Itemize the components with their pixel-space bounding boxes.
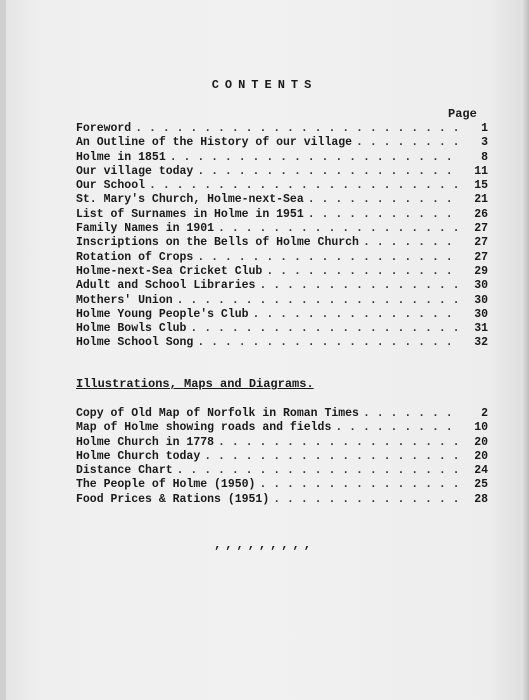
toc-entry: [76, 193, 488, 207]
entry-title: St. Mary's Church, Holme-next-Sea: [76, 193, 304, 207]
entry-page-number: 11: [474, 164, 488, 178]
entry-page-number: 15: [474, 179, 488, 193]
entry-page-number: 20: [474, 449, 488, 463]
entry-page-number: 3: [481, 136, 488, 150]
entry-title: Our village today: [76, 164, 194, 178]
entry-title: Our School: [76, 179, 146, 193]
dot-leader: [170, 151, 460, 165]
entry-page-number: 30: [474, 279, 488, 293]
entry-page-number: 30: [474, 293, 488, 307]
entry-title: Holme Church today: [76, 449, 201, 463]
dot-leader: [335, 421, 460, 435]
entry-page-number: 26: [474, 207, 488, 221]
entry-page-number: 1: [481, 122, 488, 135]
dot-leader: [177, 294, 460, 308]
toc-entry: [76, 436, 488, 450]
dot-leader: [308, 193, 460, 207]
entry-title: The People of Holme (1950): [76, 478, 256, 492]
dot-leader: [308, 208, 460, 222]
dot-leader: [253, 308, 460, 322]
toc-entry: [76, 336, 488, 350]
toc-entry: [76, 265, 488, 279]
entry-page-number: 27: [474, 250, 488, 264]
entry-page-number: 8: [481, 150, 488, 164]
toc-entry: [76, 322, 488, 336]
entry-title: Foreword: [76, 122, 132, 135]
page-title: CONTENTS: [211, 78, 318, 92]
toc-entry: [76, 251, 488, 265]
dot-leader: [204, 450, 460, 464]
entry-title: Holme in 1851: [76, 150, 166, 164]
illustrations-heading: Illustrations, Maps and Diagrams.: [76, 377, 314, 391]
dot-leader: [363, 407, 460, 421]
entry-page-number: 31: [474, 322, 488, 336]
toc-entry: [76, 136, 488, 150]
entry-page-number: 28: [474, 492, 488, 506]
toc-entry: [76, 165, 488, 179]
entry-title: An Outline of the History of our village: [76, 136, 353, 150]
toc-entry: [76, 222, 488, 236]
toc-entry: [76, 279, 488, 293]
entry-title: List of Surnames in Holme in 1951: [76, 207, 304, 221]
entry-title: Holme Young People's Club: [76, 307, 249, 321]
dot-leader: [259, 279, 460, 293]
dot-leader: [218, 436, 460, 450]
entry-page-number: 32: [474, 336, 488, 350]
entry-page-number: 21: [474, 193, 488, 207]
contents-list: [76, 122, 488, 351]
entry-page-number: 2: [481, 407, 488, 420]
toc-entry: [76, 179, 488, 193]
entry-title: Holme-next-Sea Cricket Club: [76, 264, 263, 278]
entry-title: Mothers' Union: [76, 293, 173, 307]
entry-page-number: 24: [474, 464, 488, 478]
dot-leader: [259, 478, 460, 492]
dot-leader: [266, 265, 460, 279]
dot-leader: [149, 179, 460, 193]
dot-leader: [363, 236, 460, 250]
entry-page-number: 29: [474, 264, 488, 278]
toc-entry: [76, 450, 488, 464]
toc-entry: [76, 236, 488, 250]
illustrations-list: [76, 407, 488, 507]
toc-entry: [76, 478, 488, 492]
entry-title: Holme Church in 1778: [76, 435, 215, 449]
dot-leader: [273, 493, 460, 507]
toc-entry: [76, 421, 488, 435]
toc-entry: [76, 151, 488, 165]
entry-page-number: 10: [474, 421, 488, 435]
entry-title: Rotation of Crops: [76, 250, 194, 264]
entry-title: Food Prices & Rations (1951): [76, 492, 270, 506]
entry-title: Adult and School Libraries: [76, 279, 256, 293]
toc-entry: [76, 294, 488, 308]
dot-leader: [218, 222, 460, 236]
toc-entry: [76, 407, 488, 421]
dot-leader: [190, 322, 460, 336]
entry-page-number: 30: [474, 307, 488, 321]
entry-title: Inscriptions on the Bells of Holme Church: [76, 236, 359, 250]
entry-title: Map of Holme showing roads and fields: [76, 421, 332, 435]
entry-page-number: 27: [474, 222, 488, 236]
entry-title: Holme School Song: [76, 336, 194, 350]
entry-title: Family Names in 1901: [76, 222, 215, 236]
entry-title: Copy of Old Map of Norfolk in Roman Times: [76, 407, 359, 420]
dot-leader: [197, 336, 460, 350]
entry-page-number: 20: [474, 435, 488, 449]
entry-page-number: 27: [474, 236, 488, 250]
toc-entry: [76, 208, 488, 222]
entry-title: Holme Bowls Club: [76, 322, 187, 336]
page-column-heading: Page: [448, 107, 477, 121]
end-mark: ,,,,,,,,,: [214, 538, 315, 552]
dot-leader: [197, 251, 460, 265]
toc-entry: [76, 122, 488, 136]
dot-leader: [135, 122, 460, 136]
toc-entry: [76, 493, 488, 507]
entry-page-number: 25: [474, 478, 488, 492]
toc-entry: [76, 308, 488, 322]
dot-leader: [177, 464, 460, 478]
page-edge-right: [521, 0, 529, 700]
entry-title: Distance Chart: [76, 464, 173, 478]
toc-entry: [76, 464, 488, 478]
dot-leader: [356, 136, 460, 150]
dot-leader: [197, 165, 460, 179]
page-edge-left: [0, 0, 6, 700]
